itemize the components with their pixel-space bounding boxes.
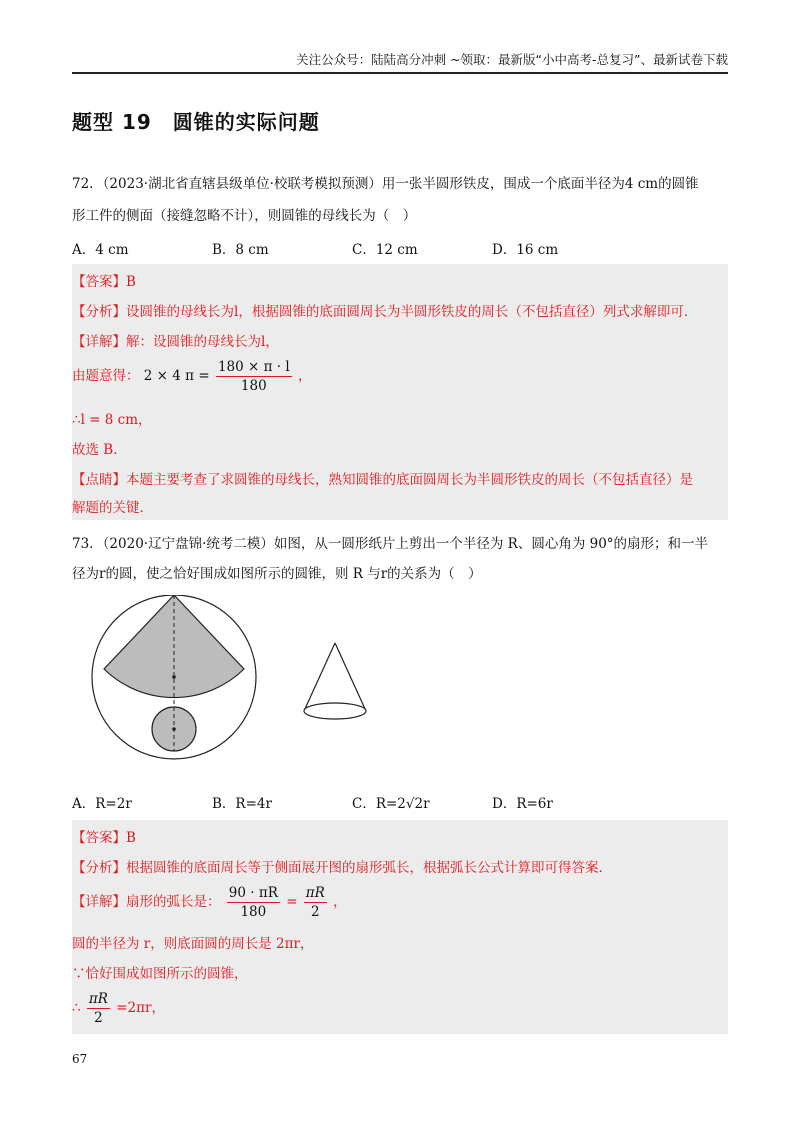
q72-option-a: A．4 cm xyxy=(72,242,129,258)
q73-analysis: 【分析】根据圆锥的底面周长等于侧面展开图的扇形弧长，根据弧长公式计算即可得答案． xyxy=(72,860,612,876)
q72-equation xyxy=(72,358,728,395)
q73-final-prefix: ∴ xyxy=(72,1000,81,1016)
base-center-dot xyxy=(172,727,176,731)
header-text: 关注公众号：陆陆高分冲刺 ~领取：最新版“小中高考-总复习”、最新试卷下载 xyxy=(296,52,728,67)
q73-option-c: C．R=2√2r xyxy=(352,796,430,812)
q73-final-numerator: πR xyxy=(88,991,108,1007)
q73-arc-numerator: 90 · πR xyxy=(228,885,278,901)
q73-circle-line: 圆的半径为 r，则底面圆的周长是 2πr， xyxy=(72,936,314,952)
q72-answer: 【答案】B xyxy=(72,274,136,290)
q72-eq-left: 2 × 4 π = xyxy=(143,368,210,384)
q73-final-fraction xyxy=(87,990,110,1027)
page-header xyxy=(72,50,728,74)
cone-right-edge xyxy=(335,643,366,711)
q72-choose: 故选 B． xyxy=(72,442,127,458)
q73-option-a: A．R=2r xyxy=(72,796,132,812)
page-number: 67 xyxy=(72,1052,88,1066)
cone-base-ellipse xyxy=(304,703,366,719)
q73-figure xyxy=(90,595,390,775)
q72-eq-prefix: 由题意得： xyxy=(72,368,140,384)
q72-therefore: ∴l = 8 cm， xyxy=(72,412,152,428)
center-dot xyxy=(172,675,176,679)
q72-option-c: C．12 cm xyxy=(352,242,418,258)
q73-option-b: B．R=4r xyxy=(212,796,272,812)
section-title: 题型 19 圆锥的实际问题 xyxy=(72,110,320,134)
q72-option-b: B．8 cm xyxy=(212,242,269,258)
q73-final xyxy=(72,990,728,1027)
q72-detail: 【详解】解：设圆锥的母线长为l， xyxy=(72,334,279,350)
cone-left-edge xyxy=(304,643,335,711)
q73-stem-line1: 73．（2020·辽宁盘锦·统考二模）如图，从一圆形纸片上剪出一个半径为 R、圆心角为 90°的扇形；和一半 xyxy=(72,536,709,552)
q73-arc-fraction xyxy=(227,884,280,921)
q73-detail-suffix: ， xyxy=(333,894,347,910)
q72-eq-fraction xyxy=(216,358,292,395)
q73-arc-denominator: 180 xyxy=(240,904,267,920)
q72-eq-numerator: 180 × π · l xyxy=(217,359,290,375)
q72-eq-suffix: ， xyxy=(297,368,312,384)
q72-comment-line1: 【点睛】本题主要考查了求圆锥的母线长，熟知圆锥的底面圆周长为半圆形铁皮的周长（不包括直径）是 xyxy=(72,472,693,488)
q72-eq-denominator: 180 xyxy=(240,378,267,394)
q73-option-d: D．R=6r xyxy=(492,796,553,812)
q73-arc-result-numerator: πR xyxy=(305,885,325,901)
q73-answer: 【答案】B xyxy=(72,830,136,846)
q72-option-d: D．16 cm xyxy=(492,242,559,258)
q73-final-suffix: =2πr， xyxy=(116,1000,165,1016)
q72-stem-line2: 形工件的侧面（接缝忽略不计），则圆锥的母线长为（ ） xyxy=(72,208,417,224)
q73-final-denominator: 2 xyxy=(94,1010,103,1026)
q72-comment-line2: 解题的关键． xyxy=(72,500,153,516)
q72-stem-line1: 72．（2023·湖北省直辖县级单位·校联考模拟预测）用一张半圆形铁皮，围成一个底面半径为4 cm的圆锥 xyxy=(72,176,699,192)
q73-eq-sign: = xyxy=(286,894,298,910)
q73-detail xyxy=(72,884,728,921)
q73-arc-result-denominator: 2 xyxy=(311,904,320,920)
q73-detail-prefix: 【详解】扇形的弧长是： xyxy=(72,894,221,910)
q73-because: ∵恰好围成如图所示的圆锥， xyxy=(72,966,248,982)
q73-arc-result-fraction xyxy=(304,884,327,921)
q72-analysis: 【分析】设圆锥的母线长为l，根据圆锥的底面圆周长为半圆形铁皮的周长（不包括直径）列式求解即可． xyxy=(72,304,698,320)
q73-stem-line2: 径为r的圆，使之恰好围成如图所示的圆锥，则 R 与r的关系为（ ） xyxy=(72,566,482,582)
